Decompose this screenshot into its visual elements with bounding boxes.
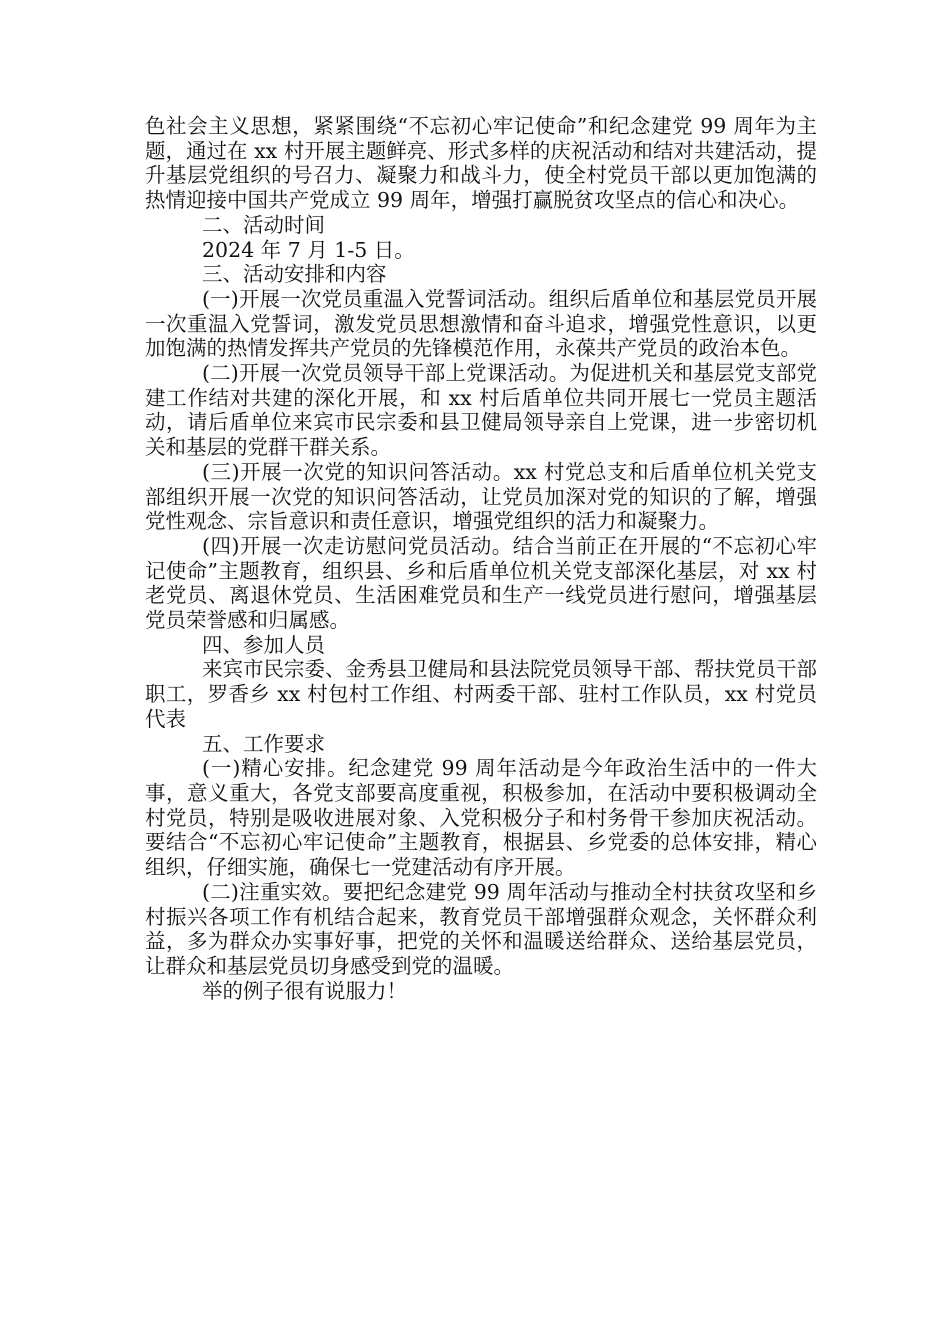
paragraph-requirement-2: (二)注重实效。要把纪念建党 99 周年活动与推动全村扶贫攻坚和乡村振兴各项工作有机结合起来，教育党员干部增强群众观念，关怀群众利益，多为群众办实事好事，把党的关怀和温暖送给群众、送给基层党员，让群众和基层党员切身感受到党的温暖。 xyxy=(145,879,817,978)
paragraph-item-3-quiz: (三)开展一次党的知识问答活动。xx 村党总支和后盾单位机关党支部组织开展一次党的知识问答活动，让党员加深对党的知识的了解，增强党性观念、宗旨意识和责任意识，增强党组织的活力和凝聚力。 xyxy=(145,459,817,534)
paragraph-requirement-1: (一)精心安排。纪念建党 99 周年活动是今年政治生活中的一件大事，意义重大，各党支部要高度重视，积极参加，在活动中要积极调动全村党员，特别是吸收进展对象、入党积极分子和村务骨干参加庆祝活动。要结合“不忘初心牢记使命”主题教育，根据县、乡党委的总体安排，精心组织，仔细实施，确保七一党建活动有序开展。 xyxy=(145,756,817,880)
paragraph-intro-continuation: 色社会主义思想，紧紧围绕“不忘初心牢记使命”和纪念建党 99 周年为主题，通过在 xx 村开展主题鲜亮、形式多样的庆祝活动和结对共建活动，提升基层党组织的号召力、凝聚力和战斗力，使全村党员干部以更加饱满的热情迎接中国共产党成立 99 周年，增强打赢脱贫攻坚点的信心和决心。 xyxy=(145,114,817,213)
paragraph-activity-date: 2024 年 7 月 1-5 日。 xyxy=(202,237,415,262)
paragraph-item-4-visits: (四)开展一次走访慰问党员活动。结合当前正在开展的“不忘初心牢记使命”主题教育，组织县、乡和后盾单位机关党支部深化基层，对 xx 村老党员、离退休党员、生活困难党员和生产一线党员进行慰问，增强基层党员荣誉感和归属感。 xyxy=(145,533,817,633)
paragraph-item-1-oath: (一)开展一次党员重温入党誓词活动。组织后盾单位和基层党员开展一次重温入党誓词，激发党员思想激情和奋斗追求，增强党性意识，以更加饱满的热情发挥共产党员的先锋模范作用，永葆共产党员的政治本色。 xyxy=(145,286,817,361)
section-heading-arrangement: 三、活动安排和内容 xyxy=(202,262,387,287)
paragraph-closing-remark: 举的例子很有说服力！ xyxy=(202,978,407,1003)
paragraph-item-2-party-lecture: (二)开展一次党员领导干部上党课活动。为促进机关和基层党支部党建工作结对共建的深化开展，和 xx 村后盾单位共同开展七一党员主题活动，请后盾单位来宾市民宗委和县卫健局领导亲自上党课，进一步密切机关和基层的党群干群关系。 xyxy=(145,361,817,460)
section-heading-requirements: 五、工作要求 xyxy=(202,731,325,756)
paragraph-participants: 来宾市民宗委、金秀县卫健局和县法院党员领导干部、帮扶党员干部职工，罗香乡 xx 村包村工作组、村两委干部、驻村工作队员，xx 村党员代表 xyxy=(145,657,817,731)
document-body xyxy=(145,114,817,1003)
section-heading-participants: 四、参加人员 xyxy=(202,632,325,657)
section-heading-activity-time: 二、活动时间 xyxy=(202,212,325,237)
